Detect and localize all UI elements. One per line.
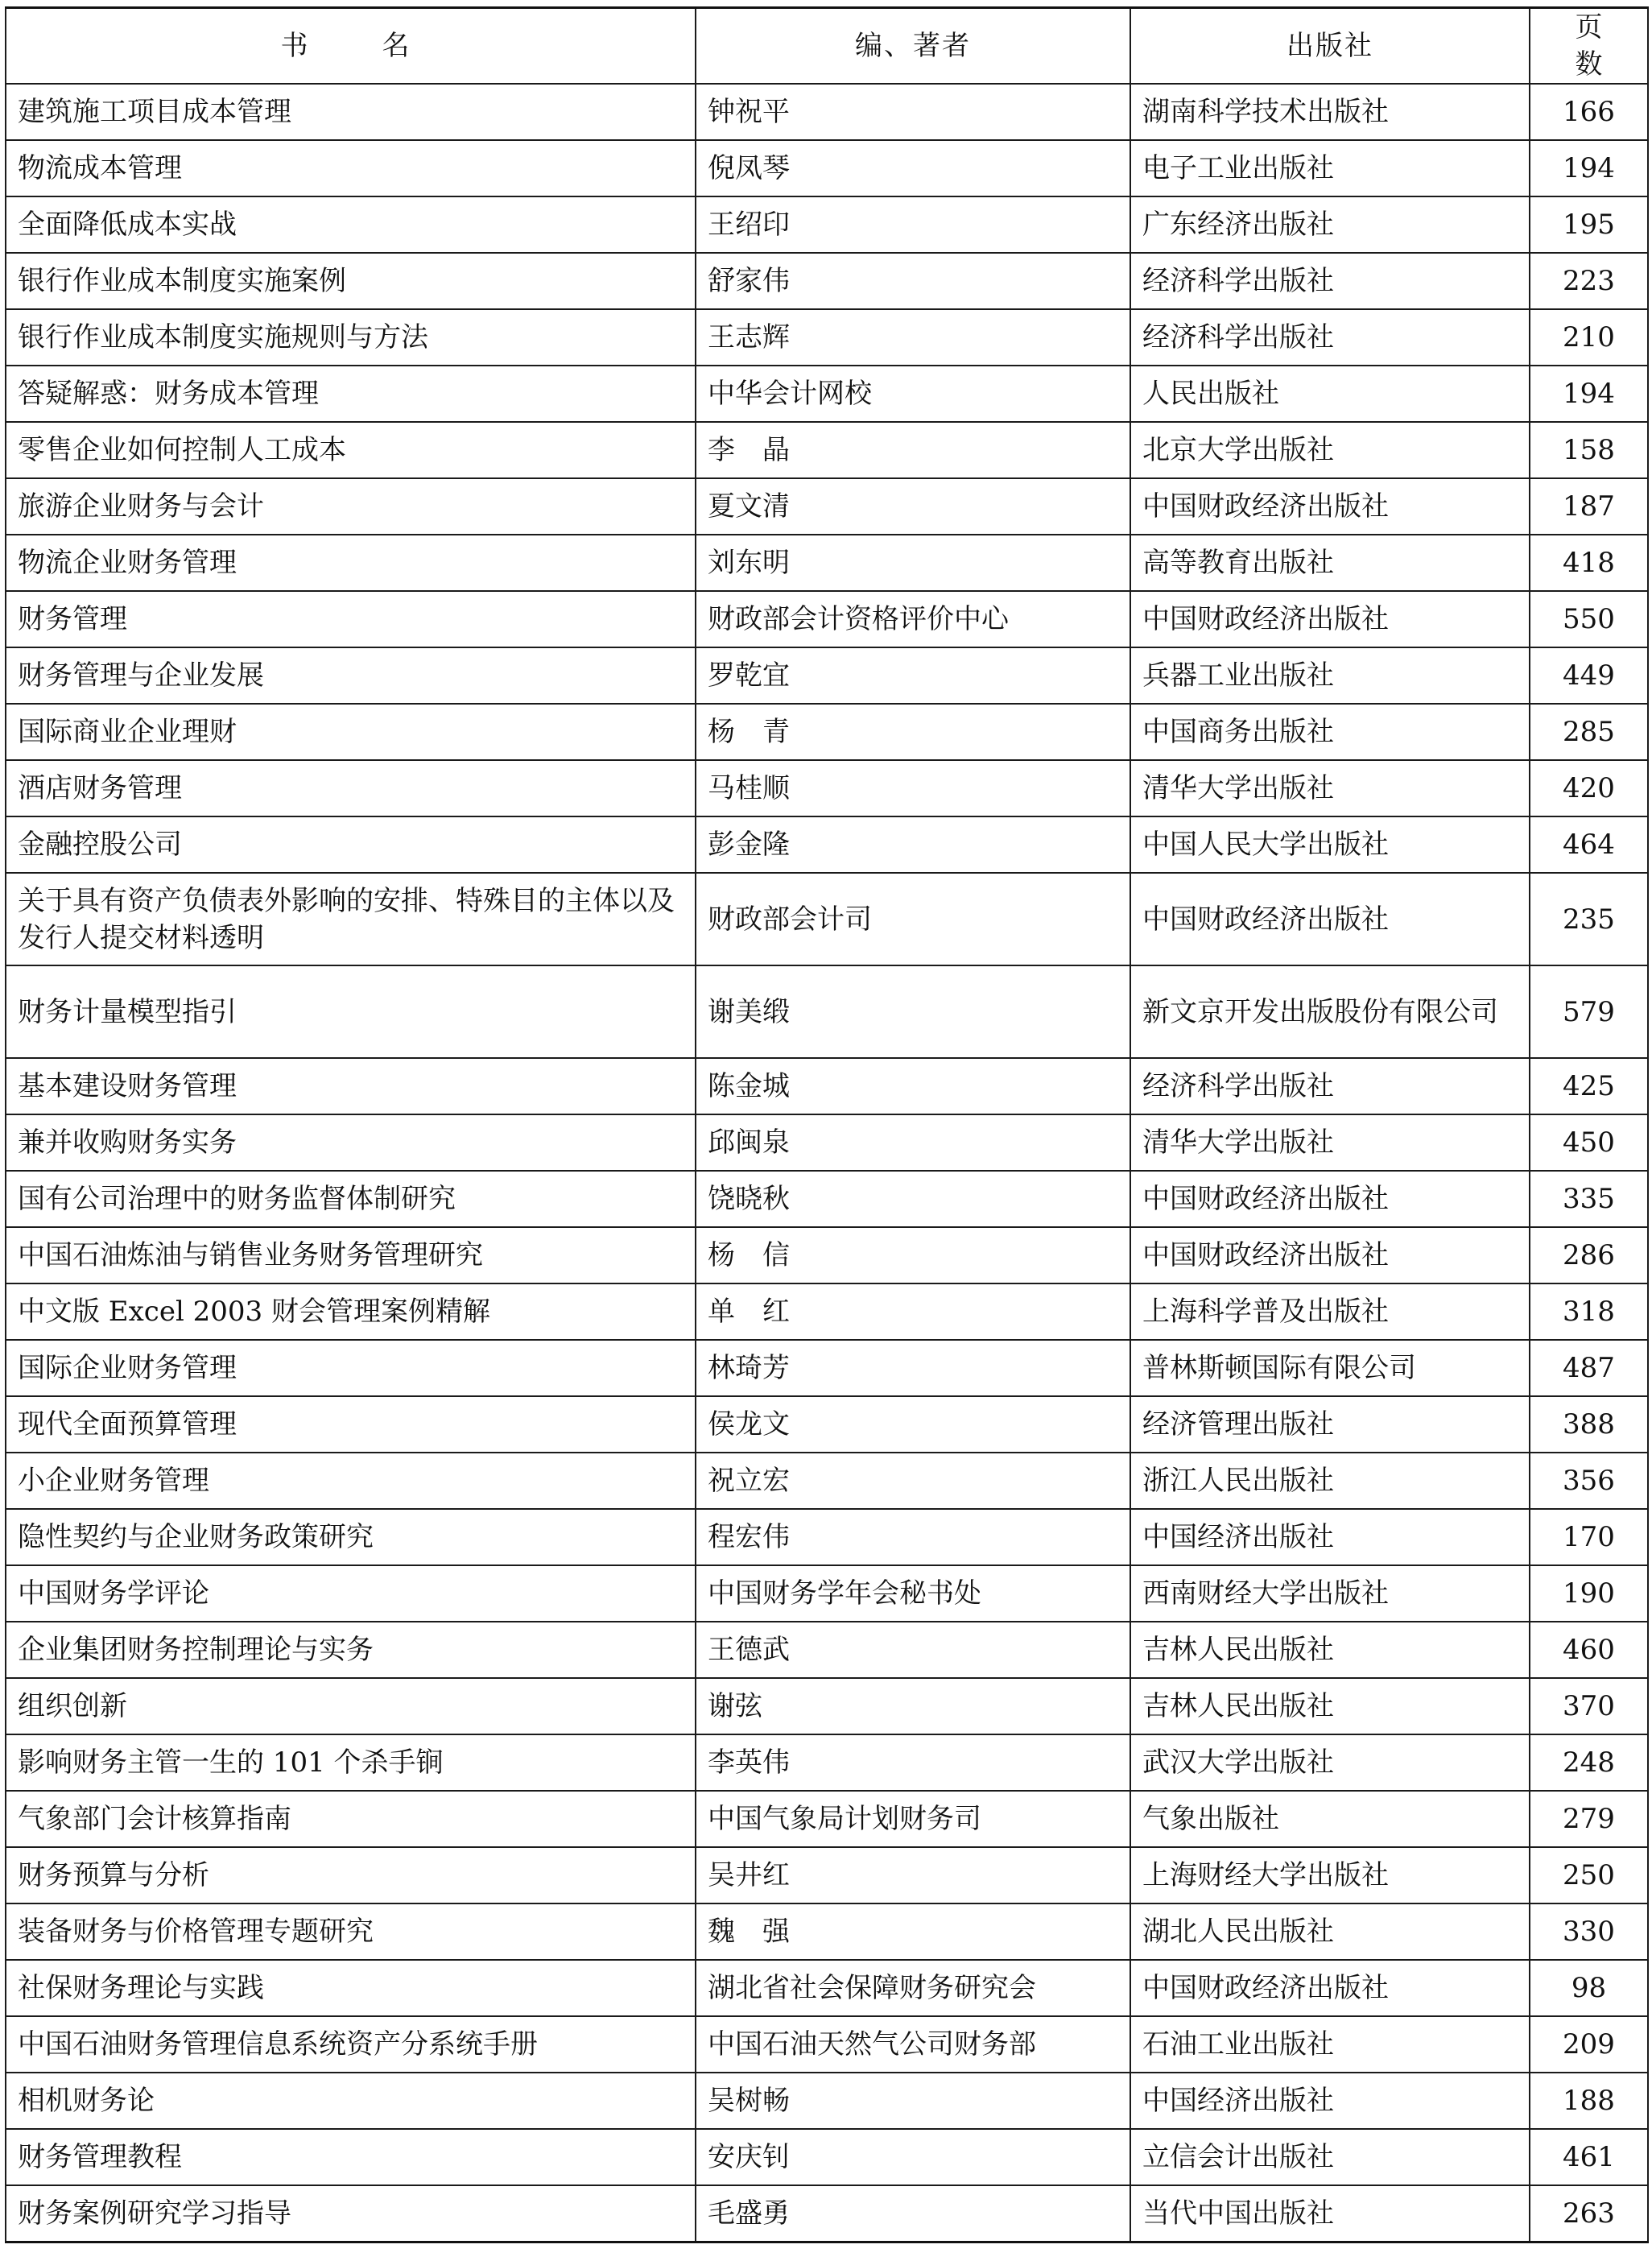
cell-author: 谢弦 xyxy=(696,1678,1130,1734)
cell-publisher: 浙江人民出版社 xyxy=(1130,1453,1530,1509)
cell-pages: 166 xyxy=(1530,84,1648,140)
cell-pages: 158 xyxy=(1530,422,1648,478)
table-row xyxy=(6,535,1648,591)
cell-author: 邱闽泉 xyxy=(696,1114,1130,1171)
cell-author: 单 红 xyxy=(696,1283,1130,1340)
cell-pages: 425 xyxy=(1530,1058,1648,1114)
cell-publisher: 中国商务出版社 xyxy=(1130,704,1530,760)
table-body xyxy=(6,84,1648,2242)
cell-title: 相机财务论 xyxy=(6,2073,696,2129)
cell-pages: 235 xyxy=(1530,873,1648,965)
book-list-table xyxy=(5,6,1649,2243)
table-row xyxy=(6,816,1648,873)
cell-publisher: 广东经济出版社 xyxy=(1130,196,1530,253)
table-row xyxy=(6,1227,1648,1283)
cell-author: 中华会计网校 xyxy=(696,366,1130,422)
cell-pages: 210 xyxy=(1530,309,1648,366)
cell-pages: 248 xyxy=(1530,1734,1648,1791)
cell-title: 物流企业财务管理 xyxy=(6,535,696,591)
cell-pages: 188 xyxy=(1530,2073,1648,2129)
cell-author: 祝立宏 xyxy=(696,1453,1130,1509)
cell-pages: 330 xyxy=(1530,1903,1648,1960)
cell-author: 中国气象局计划财务司 xyxy=(696,1791,1130,1847)
cell-title: 中国石油财务管理信息系统资产分系统手册 xyxy=(6,2016,696,2073)
cell-publisher: 清华大学出版社 xyxy=(1130,1114,1530,1171)
cell-title: 财务预算与分析 xyxy=(6,1847,696,1903)
table-row xyxy=(6,2129,1648,2185)
cell-title: 社保财务理论与实践 xyxy=(6,1960,696,2016)
cell-pages: 450 xyxy=(1530,1114,1648,1171)
table-row xyxy=(6,1678,1648,1734)
cell-title: 气象部门会计核算指南 xyxy=(6,1791,696,1847)
cell-pages: 195 xyxy=(1530,196,1648,253)
cell-publisher: 高等教育出版社 xyxy=(1130,535,1530,591)
cell-title: 旅游企业财务与会计 xyxy=(6,478,696,535)
cell-author: 李英伟 xyxy=(696,1734,1130,1791)
cell-pages: 285 xyxy=(1530,704,1648,760)
cell-author: 罗乾宜 xyxy=(696,647,1130,704)
cell-publisher: 中国经济出版社 xyxy=(1130,1509,1530,1565)
cell-publisher: 武汉大学出版社 xyxy=(1130,1734,1530,1791)
cell-pages: 190 xyxy=(1530,1565,1648,1622)
table-row xyxy=(6,591,1648,647)
cell-pages: 250 xyxy=(1530,1847,1648,1903)
cell-pages: 460 xyxy=(1530,1622,1648,1678)
table-row xyxy=(6,1396,1648,1453)
cell-title: 银行作业成本制度实施案例 xyxy=(6,253,696,309)
cell-pages: 209 xyxy=(1530,2016,1648,2073)
cell-author: 安庆钊 xyxy=(696,2129,1130,2185)
table-row xyxy=(6,704,1648,760)
cell-title: 隐性契约与企业财务政策研究 xyxy=(6,1509,696,1565)
cell-author: 魏 强 xyxy=(696,1903,1130,1960)
cell-author: 财政部会计司 xyxy=(696,873,1130,965)
table-row xyxy=(6,309,1648,366)
cell-title: 国际商业企业理财 xyxy=(6,704,696,760)
cell-publisher: 清华大学出版社 xyxy=(1130,760,1530,816)
cell-pages: 263 xyxy=(1530,2185,1648,2242)
cell-publisher: 吉林人民出版社 xyxy=(1130,1678,1530,1734)
cell-pages: 187 xyxy=(1530,478,1648,535)
table-row xyxy=(6,1847,1648,1903)
cell-publisher: 经济科学出版社 xyxy=(1130,253,1530,309)
cell-publisher: 北京大学出版社 xyxy=(1130,422,1530,478)
cell-author: 李 晶 xyxy=(696,422,1130,478)
table-row xyxy=(6,140,1648,196)
cell-pages: 223 xyxy=(1530,253,1648,309)
table-row xyxy=(6,2073,1648,2129)
cell-title: 财务管理 xyxy=(6,591,696,647)
cell-author: 马桂顺 xyxy=(696,760,1130,816)
table-row xyxy=(6,1903,1648,1960)
cell-author: 杨 信 xyxy=(696,1227,1130,1283)
cell-publisher: 石油工业出版社 xyxy=(1130,2016,1530,2073)
cell-title: 企业集团财务控制理论与实务 xyxy=(6,1622,696,1678)
table-row xyxy=(6,760,1648,816)
cell-title: 关于具有资产负债表外影响的安排、特殊目的主体以及发行人提交材料透明 xyxy=(6,873,696,965)
cell-author: 倪凤琴 xyxy=(696,140,1130,196)
table-row xyxy=(6,1791,1648,1847)
table-row xyxy=(6,647,1648,704)
cell-pages: 286 xyxy=(1530,1227,1648,1283)
cell-title: 影响财务主管一生的 101 个杀手锏 xyxy=(6,1734,696,1791)
cell-pages: 318 xyxy=(1530,1283,1648,1340)
table-row xyxy=(6,196,1648,253)
cell-publisher: 中国财政经济出版社 xyxy=(1130,1227,1530,1283)
table-row xyxy=(6,1565,1648,1622)
cell-author: 中国石油天然气公司财务部 xyxy=(696,2016,1130,2073)
cell-publisher: 中国财政经济出版社 xyxy=(1130,478,1530,535)
cell-title: 物流成本管理 xyxy=(6,140,696,196)
cell-publisher: 经济科学出版社 xyxy=(1130,309,1530,366)
table-row xyxy=(6,1960,1648,2016)
cell-title: 中国石油炼油与销售业务财务管理研究 xyxy=(6,1227,696,1283)
cell-title: 零售企业如何控制人工成本 xyxy=(6,422,696,478)
cell-publisher: 经济管理出版社 xyxy=(1130,1396,1530,1453)
header-row xyxy=(6,8,1648,85)
cell-title: 国际企业财务管理 xyxy=(6,1340,696,1396)
table-row xyxy=(6,1114,1648,1171)
cell-author: 王德武 xyxy=(696,1622,1130,1678)
cell-title: 金融控股公司 xyxy=(6,816,696,873)
cell-pages: 579 xyxy=(1530,965,1648,1058)
cell-publisher: 立信会计出版社 xyxy=(1130,2129,1530,2185)
cell-author: 林琦芳 xyxy=(696,1340,1130,1396)
cell-pages: 449 xyxy=(1530,647,1648,704)
table-row xyxy=(6,2185,1648,2242)
cell-publisher: 中国经济出版社 xyxy=(1130,2073,1530,2129)
cell-author: 湖北省社会保障财务研究会 xyxy=(696,1960,1130,2016)
cell-title: 中国财务学评论 xyxy=(6,1565,696,1622)
cell-title: 国有公司治理中的财务监督体制研究 xyxy=(6,1171,696,1227)
cell-publisher: 当代中国出版社 xyxy=(1130,2185,1530,2242)
cell-title: 酒店财务管理 xyxy=(6,760,696,816)
cell-title: 答疑解惑：财务成本管理 xyxy=(6,366,696,422)
table-row xyxy=(6,84,1648,140)
column-header-author: 编、著者 xyxy=(696,8,1130,85)
cell-publisher: 湖南科学技术出版社 xyxy=(1130,84,1530,140)
cell-title: 基本建设财务管理 xyxy=(6,1058,696,1114)
column-header-pages: 页数 xyxy=(1530,8,1648,85)
cell-publisher: 中国财政经济出版社 xyxy=(1130,591,1530,647)
table-row xyxy=(6,1453,1648,1509)
table-row xyxy=(6,253,1648,309)
cell-pages: 464 xyxy=(1530,816,1648,873)
cell-pages: 279 xyxy=(1530,1791,1648,1847)
cell-pages: 388 xyxy=(1530,1396,1648,1453)
cell-title: 中文版 Excel 2003 财会管理案例精解 xyxy=(6,1283,696,1340)
cell-publisher: 湖北人民出版社 xyxy=(1130,1903,1530,1960)
cell-title: 组织创新 xyxy=(6,1678,696,1734)
cell-title: 全面降低成本实战 xyxy=(6,196,696,253)
cell-publisher: 电子工业出版社 xyxy=(1130,140,1530,196)
cell-author: 钟祝平 xyxy=(696,84,1130,140)
cell-pages: 370 xyxy=(1530,1678,1648,1734)
cell-publisher: 经济科学出版社 xyxy=(1130,1058,1530,1114)
cell-pages: 420 xyxy=(1530,760,1648,816)
cell-title: 小企业财务管理 xyxy=(6,1453,696,1509)
cell-author: 彭金隆 xyxy=(696,816,1130,873)
cell-title: 建筑施工项目成本管理 xyxy=(6,84,696,140)
cell-pages: 418 xyxy=(1530,535,1648,591)
cell-pages: 194 xyxy=(1530,140,1648,196)
table-row xyxy=(6,422,1648,478)
cell-pages: 335 xyxy=(1530,1171,1648,1227)
cell-author: 王绍印 xyxy=(696,196,1130,253)
table-header xyxy=(6,8,1648,85)
cell-author: 舒家伟 xyxy=(696,253,1130,309)
cell-title: 现代全面预算管理 xyxy=(6,1396,696,1453)
cell-publisher: 西南财经大学出版社 xyxy=(1130,1565,1530,1622)
cell-author: 吴井红 xyxy=(696,1847,1130,1903)
cell-author: 程宏伟 xyxy=(696,1509,1130,1565)
table-row xyxy=(6,873,1648,965)
table-row xyxy=(6,478,1648,535)
table-row xyxy=(6,366,1648,422)
column-header-title: 书名 xyxy=(6,8,696,85)
cell-publisher: 兵器工业出版社 xyxy=(1130,647,1530,704)
cell-title: 财务管理教程 xyxy=(6,2129,696,2185)
table-row xyxy=(6,1622,1648,1678)
cell-author: 刘东明 xyxy=(696,535,1130,591)
table-row xyxy=(6,1509,1648,1565)
cell-pages: 461 xyxy=(1530,2129,1648,2185)
cell-publisher: 上海科学普及出版社 xyxy=(1130,1283,1530,1340)
cell-author: 谢美缎 xyxy=(696,965,1130,1058)
cell-pages: 98 xyxy=(1530,1960,1648,2016)
cell-pages: 194 xyxy=(1530,366,1648,422)
cell-publisher: 上海财经大学出版社 xyxy=(1130,1847,1530,1903)
cell-author: 王志辉 xyxy=(696,309,1130,366)
cell-pages: 170 xyxy=(1530,1509,1648,1565)
cell-author: 侯龙文 xyxy=(696,1396,1130,1453)
cell-publisher: 中国财政经济出版社 xyxy=(1130,1171,1530,1227)
cell-title: 财务案例研究学习指导 xyxy=(6,2185,696,2242)
table-row xyxy=(6,1058,1648,1114)
cell-publisher: 中国财政经济出版社 xyxy=(1130,1960,1530,2016)
table-row xyxy=(6,1171,1648,1227)
column-header-publisher: 出版社 xyxy=(1130,8,1530,85)
cell-publisher: 吉林人民出版社 xyxy=(1130,1622,1530,1678)
cell-author: 中国财务学年会秘书处 xyxy=(696,1565,1130,1622)
cell-publisher: 中国人民大学出版社 xyxy=(1130,816,1530,873)
table-row xyxy=(6,1283,1648,1340)
cell-title: 银行作业成本制度实施规则与方法 xyxy=(6,309,696,366)
cell-author: 财政部会计资格评价中心 xyxy=(696,591,1130,647)
cell-title: 财务计量模型指引 xyxy=(6,965,696,1058)
cell-author: 吴树畅 xyxy=(696,2073,1130,2129)
cell-publisher: 新文京开发出版股份有限公司 xyxy=(1130,965,1530,1058)
table-row xyxy=(6,1340,1648,1396)
cell-title: 财务管理与企业发展 xyxy=(6,647,696,704)
cell-author: 饶晓秋 xyxy=(696,1171,1130,1227)
cell-author: 夏文清 xyxy=(696,478,1130,535)
cell-author: 毛盛勇 xyxy=(696,2185,1130,2242)
table-row xyxy=(6,2016,1648,2073)
cell-pages: 550 xyxy=(1530,591,1648,647)
cell-author: 杨 青 xyxy=(696,704,1130,760)
cell-author: 陈金城 xyxy=(696,1058,1130,1114)
table-row xyxy=(6,1734,1648,1791)
cell-publisher: 中国财政经济出版社 xyxy=(1130,873,1530,965)
cell-pages: 487 xyxy=(1530,1340,1648,1396)
cell-publisher: 气象出版社 xyxy=(1130,1791,1530,1847)
cell-pages: 356 xyxy=(1530,1453,1648,1509)
cell-title: 装备财务与价格管理专题研究 xyxy=(6,1903,696,1960)
table-row xyxy=(6,965,1648,1058)
cell-publisher: 人民出版社 xyxy=(1130,366,1530,422)
cell-publisher: 普林斯顿国际有限公司 xyxy=(1130,1340,1530,1396)
cell-title: 兼并收购财务实务 xyxy=(6,1114,696,1171)
